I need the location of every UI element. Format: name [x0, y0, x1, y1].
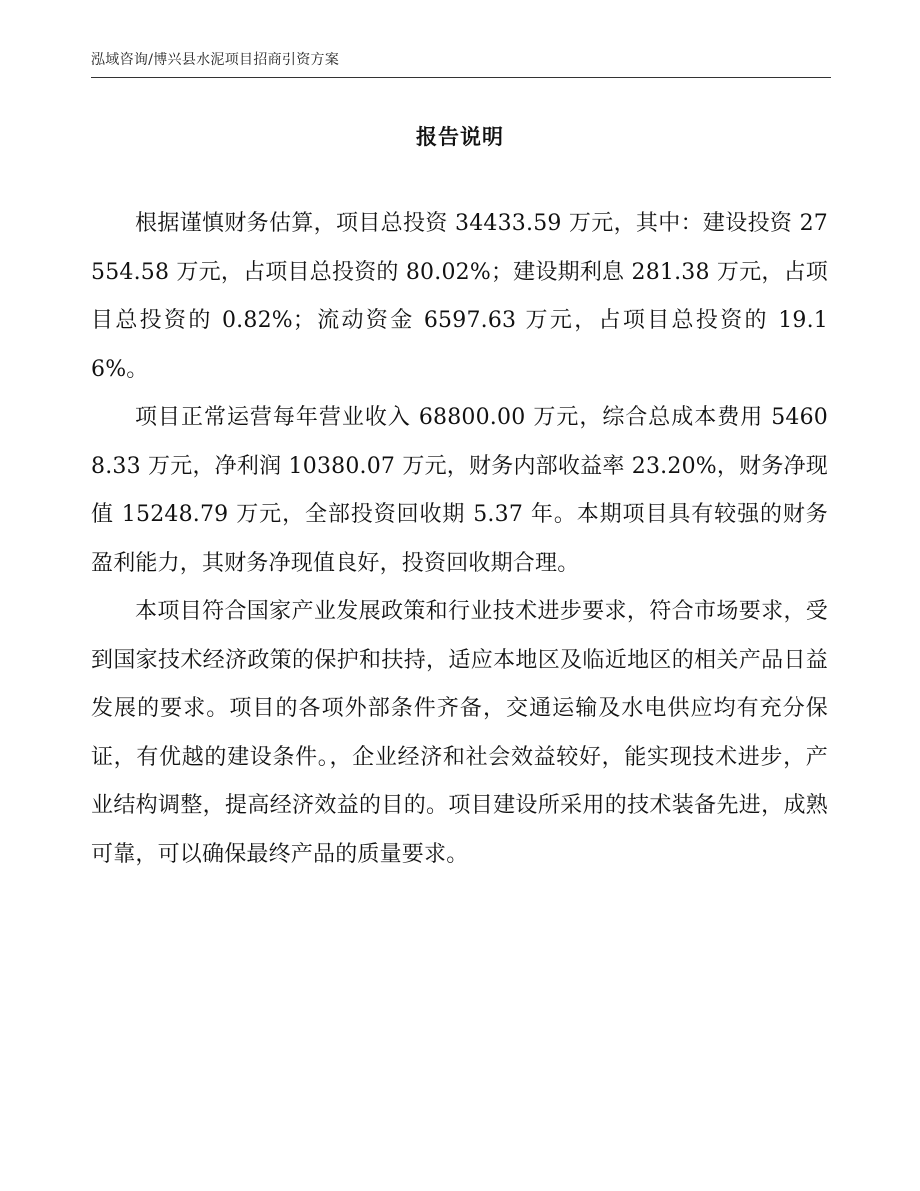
paragraph-operating-revenue: 项目正常运营每年营业收入 68800.00 万元，综合总成本费用 54608.33 万元，净利润 10380.07 万元，财务内部收益率 23.20%，财务净现值 15248.79 万元，全部投资回收期 5.37 年。本期项目具有较强的财务盈利能力，其财务净现值良好，投资回收期合理。	[91, 405, 828, 576]
paragraph-financial-estimate: 根据谨慎财务估算，项目总投资 34433.59 万元，其中：建设投资 27554.58 万元，占项目总投资的 80.02%；建设期利息 281.38 万元，占项目总投资的 0.82%；流动资金 6597.63 万元，占项目总投资的 19.16%。	[91, 211, 828, 382]
paragraph-policy-compliance: 本项目符合国家产业发展政策和行业技术进步要求，符合市场要求，受到国家技术经济政策的保护和扶持，适应本地区及临近地区的相关产品日益发展的要求。项目的各项外部条件齐备，交通运输及水电供应均有充分保证，有优越的建设条件。，企业经济和社会效益较好，能实现技术进步，产业结构调整，提高经济效益的目的。项目建设所采用的技术装备先进，成熟可靠，可以确保最终产品的质量要求。	[91, 599, 828, 867]
page-title: 报告说明	[416, 124, 504, 149]
page-header: 泓域咨询/博兴县水泥项目招商引资方案	[91, 50, 831, 78]
document-body	[91, 200, 828, 879]
